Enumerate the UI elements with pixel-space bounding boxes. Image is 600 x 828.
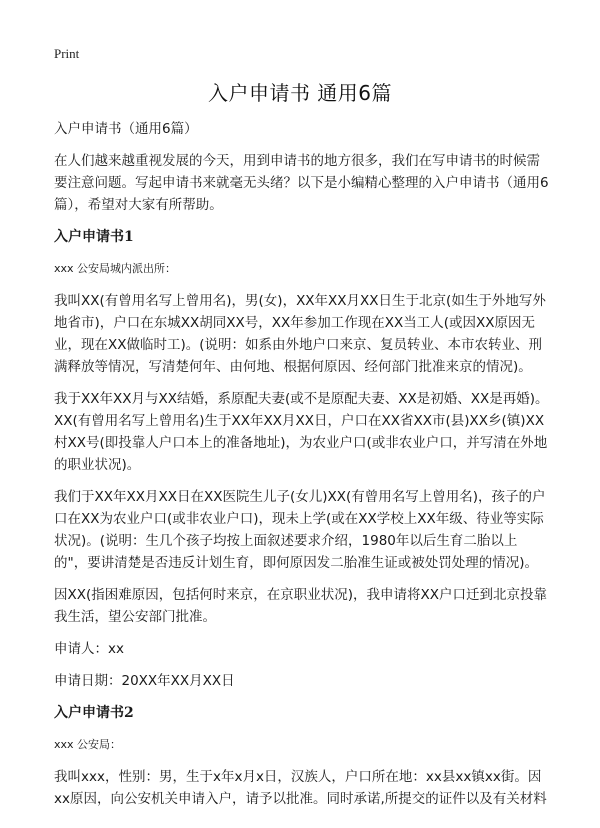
section-1-paragraph: 我们于XX年XX月XX日在XX医院生儿子(女儿)XX(有曾用名写上曾用名)，孩子的户口在XX为农业户口(或非农业户口)，现未上学(或在XX学校上XX年级、待业等实际状况)。(说明：生几个孩子均按上面叙述要求介绍，1980年以后生育二胎以上的"，要讲清楚是否违反计划生育，即何原因发二胎准生证或被处罚处理的情况)。 [54,489,546,571]
page-title: 入户申请书 通用6篇 [207,81,393,105]
document-body [54,118,549,820]
application-date-line: 申请日期：20XX年XX月XX日 [54,673,235,689]
section-1-paragraph: 因XX(指困难原因，包括何时来京，在京职业状况)，我申请将XX户口迁到北京投靠我生活，望公安部门批准。 [54,587,548,625]
intro-paragraph: 在人们越来越重视发展的今天，用到申请书的地方很多，我们在写申请书的时候需要注意问题。写起申请书来就毫无头绪？以下是小编精心整理的入户申请书（通用6篇），希望对大家有所帮助。 [54,153,549,213]
section-1-paragraph: 我于XX年XX月与XX结婚，系原配夫妻(或不是原配夫妻、XX是初婚、XX是再婚)。XX(有曾用名写上曾用名)生于XX年XX月XX日，户口在XX省XX市(县)XX乡(镇)XX村XX号(即投靠人户口本上的准备地址)，为农业户口(或非农业户口，并写清在外地的职业状况)。 [54,391,549,473]
salutation-1: xxx 公安局城内派出所： [54,262,177,275]
document-subtitle: 入户申请书（通用6篇） [54,121,198,137]
print-link[interactable]: Print [54,46,80,61]
section-heading-2: 入户申请书2 [54,705,134,721]
section-2-paragraph: 我叫xxx，性别：男，生于x年x月x日，汉族人，户口所在地：xx县xx镇xx街。因xx原因，向公安机关申请入户，请予以批准。同时承诺,所提交的证件以及有关材料 [54,769,547,807]
section-heading-1: 入户申请书1 [54,229,134,245]
section-1-paragraph: 我叫XX(有曾用名写上曾用名)，男(女)，XX年XX月XX日生于北京(如生于外地写外地省市)，户口在东城XX胡同XX号，XX年参加工作现在XX当工人(或因XX原因无业，现在XX做临时工)。(说明：如系由外地户口来京、复员转业、本市农转业、刑满释放等情况，写清楚何年、由何地、根据何原因、经何部门批准来京的情况)。 [54,293,546,375]
applicant-line: 申请人：xx [54,641,124,657]
salutation-2: xxx 公安局： [54,738,122,751]
